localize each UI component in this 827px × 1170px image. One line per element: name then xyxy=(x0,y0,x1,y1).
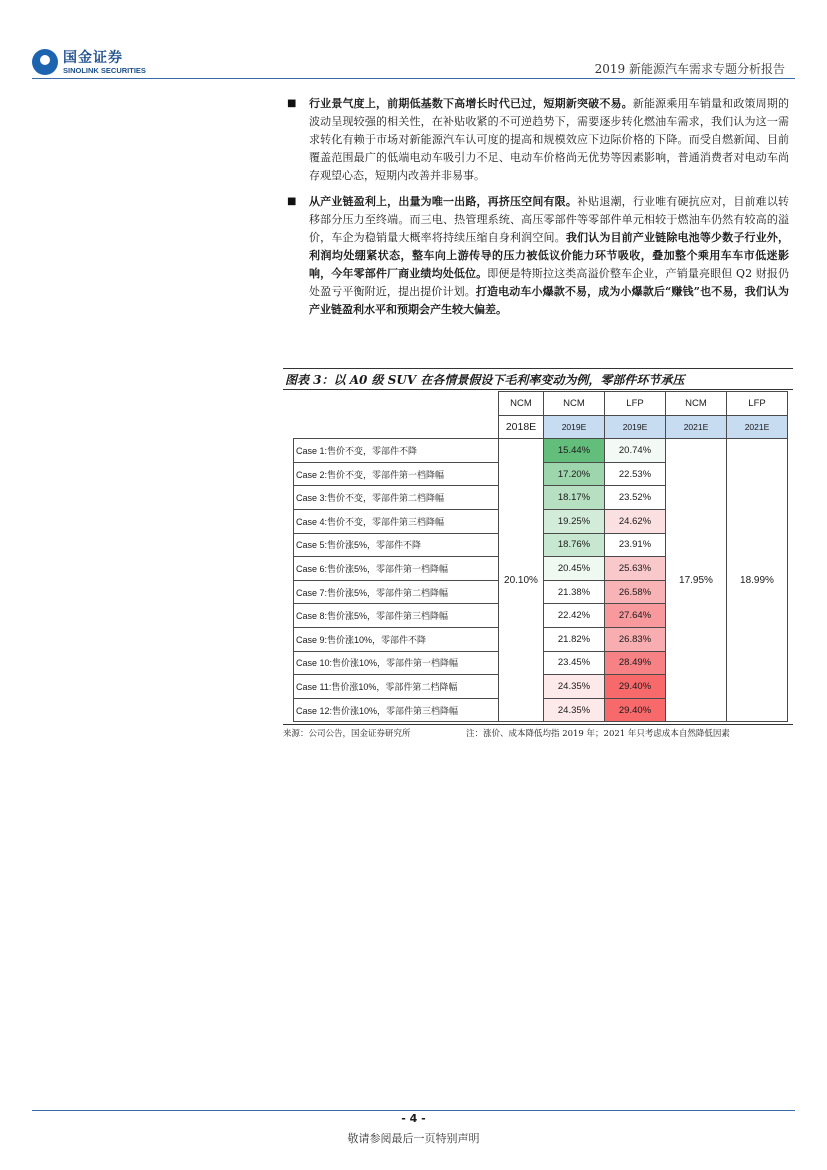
margin-2019e-ncm: 20.45% xyxy=(544,557,605,581)
report-title: 2019 新能源汽车需求专题分析报告 xyxy=(594,62,785,76)
header-ncm-2018: NCM xyxy=(499,392,544,416)
margin-2019e-ncm: 18.76% xyxy=(544,533,605,557)
margin-2019e-lfp: 28.49% xyxy=(605,651,666,675)
margin-2019e-lfp: 24.62% xyxy=(605,509,666,533)
margin-2019e-lfp: 27.64% xyxy=(605,604,666,628)
year-2019e-ncm: 2019E xyxy=(544,415,605,439)
bullet-2-emphasis: 我们认为目前产业链除电池等少数子行业外，利润均处绷紧状态，整车向上游传导的压力被低议价能力环节吸收，叠加整个乘用车车市低迷影响，今年零部件厂商业绩均处低位。 xyxy=(309,231,790,280)
bullet-2-emphasis-2: 打造电动车小爆款不易，成为小爆款后“赚钱”也不易，我们认为产业链盈利水平和预期会产生较大偏差。 xyxy=(309,285,790,316)
bullet-2-text: 补贴退潮，行业唯有硬抗应对，目前难以转移部分压力至终端。而三电、热管理系统、高压零部件等零部件单元相较于燃油车仍然有较高的溢价，车企为稳销量大概率将持续压缩自身利润空间。 xyxy=(309,195,789,244)
margin-2019e-ncm: 23.45% xyxy=(544,651,605,675)
source-note: 来源：公司公告，国金证券研究所 xyxy=(283,729,411,739)
page-header xyxy=(0,0,827,90)
bullet-2-text-2: 即便是特斯拉这类高溢价整车企业，产销量亮眼但 Q2 财报仍处盈亏平衡附近，提出提价计划。 xyxy=(309,267,789,298)
case-label: Case 9:售价涨10%，零部件不降 xyxy=(294,627,499,651)
case-label: Case 3:售价不变，零部件第二档降幅 xyxy=(294,486,499,510)
margin-2019e-ncm: 19.25% xyxy=(544,509,605,533)
figure-title-bar xyxy=(283,368,793,390)
case-label: Case 4:售价不变，零部件第三档降幅 xyxy=(294,509,499,533)
logo-icon xyxy=(32,49,58,75)
bullet-1-lead: 行业景气度上，前期低基数下高增长时代已过，短期新突破不易。 xyxy=(309,97,633,110)
body-text xyxy=(287,95,789,327)
figure-title: 图表 3：以 A0 级 SUV 在各情景假设下毛利率变动为例，零部件环节承压 xyxy=(285,373,685,387)
table-corner xyxy=(294,392,499,416)
margin-2019e-ncm: 24.35% xyxy=(544,675,605,699)
margin-2019e-ncm: 24.35% xyxy=(544,698,605,722)
margin-2019e-lfp: 23.91% xyxy=(605,533,666,557)
margin-2019e-lfp: 20.74% xyxy=(605,439,666,463)
year-2021e-lfp: 2021E xyxy=(727,415,788,439)
year-2019e-lfp: 2019E xyxy=(605,415,666,439)
header-ncm-2021: NCM xyxy=(666,392,727,416)
case-label: Case 12:售价涨10%，零部件第三档降幅 xyxy=(294,698,499,722)
margin-2019e-lfp: 26.83% xyxy=(605,627,666,651)
table-header-row-1 xyxy=(294,392,788,416)
logo-name-cn: 国金证券 xyxy=(63,50,123,66)
company-logo xyxy=(32,47,162,79)
bullet-paragraph-1 xyxy=(287,95,789,185)
margin-2019e-ncm: 15.44% xyxy=(544,439,605,463)
margin-2019e-lfp: 25.63% xyxy=(605,557,666,581)
case-label: Case 11:售价涨10%，零部件第二档降幅 xyxy=(294,675,499,699)
case-label: Case 7:售价涨5%，零部件第二档降幅 xyxy=(294,580,499,604)
margin-2021e-lfp: 18.99% xyxy=(727,439,788,722)
page-number: - 4 - xyxy=(401,1112,426,1125)
margin-2019e-lfp: 26.58% xyxy=(605,580,666,604)
case-label: Case 8:售价涨5%，零部件第三档降幅 xyxy=(294,604,499,628)
margin-2019e-lfp: 23.52% xyxy=(605,486,666,510)
year-2018e: 2018E xyxy=(499,415,544,439)
footer-disclaimer: 敬请参阅最后一页特别声明 xyxy=(347,1132,480,1145)
bullet-2-lead: 从产业链盈利上，出量为唯一出路，再挤压空间有限。 xyxy=(309,195,577,208)
margin-2019e-lfp: 29.40% xyxy=(605,675,666,699)
footer-divider xyxy=(32,1110,795,1111)
case-label: Case 6:售价涨5%，零部件第一档降幅 xyxy=(294,557,499,581)
margin-2019e-ncm: 17.20% xyxy=(544,462,605,486)
margin-2019e-lfp: 29.40% xyxy=(605,698,666,722)
logo-name-en: SINOLINK SECURITIES xyxy=(63,66,146,75)
bullet-paragraph-2 xyxy=(287,193,789,319)
margin-2019e-ncm: 21.38% xyxy=(544,580,605,604)
table-row xyxy=(294,439,788,463)
table-footnote: 注：涨价、成本降低均指 2019 年；2021 年只考虑成本自然降低因素 xyxy=(466,729,730,739)
bullet-1-text: 新能源乘用车销量和政策周期的波动呈现较强的相关性，在补贴收紧的不可逆趋势下，需要逐步转化燃油车需求，我们认为这一需求转化有赖于市场对新能源汽车认可度的提高和规模效应下边际价格的下降。而受自燃新闻、目前覆盖范围最广的低端电动车吸引力不足、电动车价格尚无优势等因素影响，普通消费者对电动车尚存观望心态，短期内改善并非易事。 xyxy=(309,97,790,182)
margin-2019e-ncm: 18.17% xyxy=(544,486,605,510)
margin-2019e-ncm: 22.42% xyxy=(544,604,605,628)
source-divider xyxy=(283,724,793,725)
margin-scenario-table xyxy=(293,391,788,722)
header-lfp-2019: LFP xyxy=(605,392,666,416)
case-label: Case 2:售价不变，零部件第一档降幅 xyxy=(294,462,499,486)
table-header-row-2 xyxy=(294,415,788,439)
margin-2021e-ncm: 17.95% xyxy=(666,439,727,722)
margin-2018e-ncm: 20.10% xyxy=(499,439,544,722)
margin-2019e-ncm: 21.82% xyxy=(544,627,605,651)
table-corner-2 xyxy=(294,415,499,439)
margin-2019e-lfp: 22.53% xyxy=(605,462,666,486)
header-ncm-2019: NCM xyxy=(544,392,605,416)
year-2021e-ncm: 2021E xyxy=(666,415,727,439)
header-lfp-2021: LFP xyxy=(727,392,788,416)
case-label: Case 1:售价不变，零部件不降 xyxy=(294,439,499,463)
case-label: Case 5:售价涨5%，零部件不降 xyxy=(294,533,499,557)
case-label: Case 10:售价涨10%，零部件第一档降幅 xyxy=(294,651,499,675)
header-divider xyxy=(32,78,795,79)
